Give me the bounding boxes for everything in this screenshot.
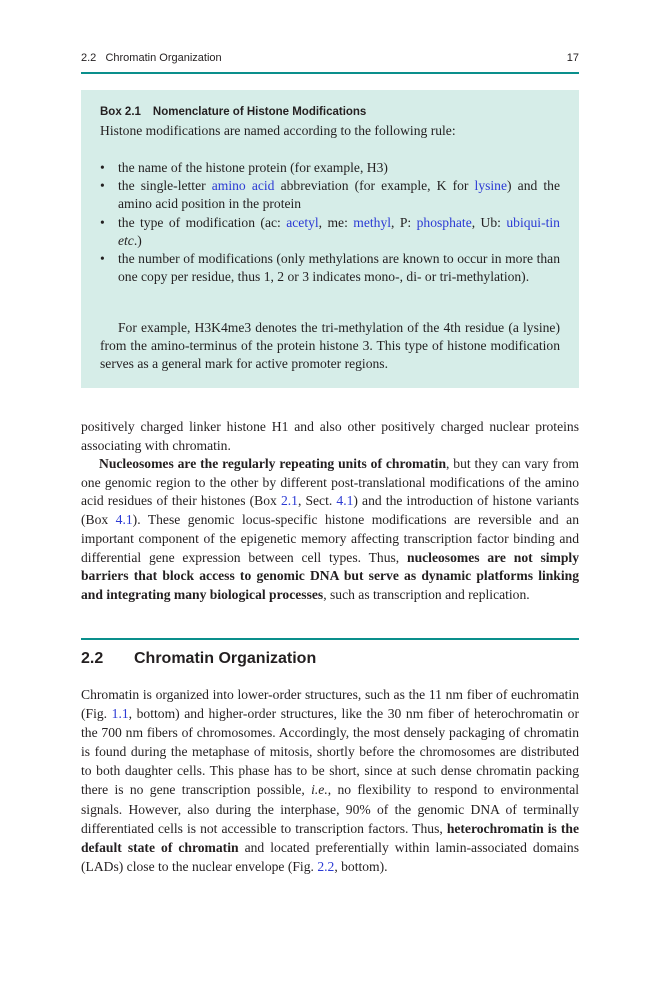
text: , bottom) and higher-order structures, like the 30 nm fiber of heterochromatin or the 700 nm fibers of chromosomes. Accordingly, the most densely packaging of chromatin is found during the metaphase of mitosis, shortly before the chromosomes are distributed to both daughter cells. This phase has to be short, since at such dense chromatin packing there is no gene transcription possible, [81,706,579,798]
box-example: For example, H3K4me3 denotes the tri-methylation of the 4th residue (a lysine) from the amino-terminus of the protein histone 3. This type of histone modification serves as a general mark for active promoter regions. [100,320,560,372]
text: Chromatin is organized into lower-order structures, such as the 11 nm fiber of euchromatin (Fig. [81,687,579,722]
bullet-text: the number of modifications (only methylations are known to occur in more than one copy per residue, thus 1, 2 or 3 indicates mono-, di- or tri-methylation). [118,251,560,285]
bullet-text: abbreviation (for example, K for [274,178,475,194]
bullet-text: ) and the amino acid position in the protein [118,178,561,212]
list-item [100,177,560,213]
bullet-text: the single-letter [118,178,212,194]
link-methyl[interactable]: methyl [353,214,392,230]
box-label-number: Box 2.1 [100,106,141,118]
text: and located preferentially within lamin-associated domains (LADs) close to the nuclear envelope (Fig. [81,839,579,874]
text: , no flexibility to respond to environmental signals. However, also during the interphase, 90% of the genomic DNA of terminally differentiated cells is not accessible to transcription factors. Thus, [81,782,580,836]
bold-text: heterochromatin is the default state of chromatin [81,820,579,855]
list-item [100,214,560,250]
text: ). These genomic locus-specific histone modifications are reversible and an important component of the epigenetic memory affecting transcription factor binding and differential gene expression between cell types. Thus, [81,512,580,565]
list-item [100,159,560,177]
text: , Sect. [297,493,337,509]
bullet-text: , me: [318,214,354,230]
text: ) and the introduction of histone variants (Box [81,493,580,528]
info-box [81,90,579,388]
ref-fig-2-2[interactable]: 2.2 [317,858,335,874]
bullet-text: .) [133,232,142,248]
bullet-text: the name of the histone protein (for example, H3) [118,160,388,175]
section-heading [81,650,316,668]
link-amino-acid[interactable]: amino acid [211,178,275,194]
bullet-text-italic: etc [118,232,134,248]
italic-text: i.e. [311,782,328,798]
ref-sect-4-1[interactable]: 4.1 [336,493,354,509]
section-number: 2.2 [81,650,104,667]
bullet-text: , Ub: [471,214,507,230]
section-rule [81,638,579,640]
box-label-title: Nomenclature of Histone Modifications [152,106,367,118]
link-acetyl[interactable]: acetyl [286,214,319,230]
bold-text: nucleosomes are not simply barriers that block access to genomic DNA but serve as dynamic platforms linking and integrating many biological processes [81,549,579,602]
running-head-section: 2.2 Chromatin Organization [81,52,222,64]
text: , but they can vary from one genomic region to the other by different post-translational modifications of the amino acid residues of their histones (Box [81,456,580,509]
bullet-text: the type of modification (ac: [118,214,287,230]
box-bullet-list [100,159,560,286]
list-item [100,250,560,286]
header-rule [81,72,579,74]
page-number: 17 [566,52,579,64]
ref-fig-1-1[interactable]: 1.1 [111,706,129,722]
paragraph-2 [81,455,579,605]
link-ubiquitin[interactable]: ubiqui-tin [506,214,560,230]
box-title [100,106,366,118]
text: , bottom). [334,858,388,874]
bold-text: Nucleosomes are the regularly repeating units of chromatin [99,456,447,471]
link-phosphate[interactable]: phosphate [416,214,472,230]
section-title: Chromatin Organization [134,650,317,667]
ref-box-4-1[interactable]: 4.1 [115,512,133,528]
running-head [81,52,579,68]
ref-box-2-1[interactable]: 2.1 [280,493,298,509]
bullet-text: , P: [391,214,417,230]
link-lysine[interactable]: lysine [474,178,508,194]
text: , such as transcription and replication. [323,586,530,602]
paragraph-1: positively charged linker histone H1 and also other positively charged nuclear proteins associating with chromatin. [81,419,579,453]
box-intro: Histone modifications are named according to the following rule: [100,123,456,138]
paragraph-3 [81,685,579,876]
